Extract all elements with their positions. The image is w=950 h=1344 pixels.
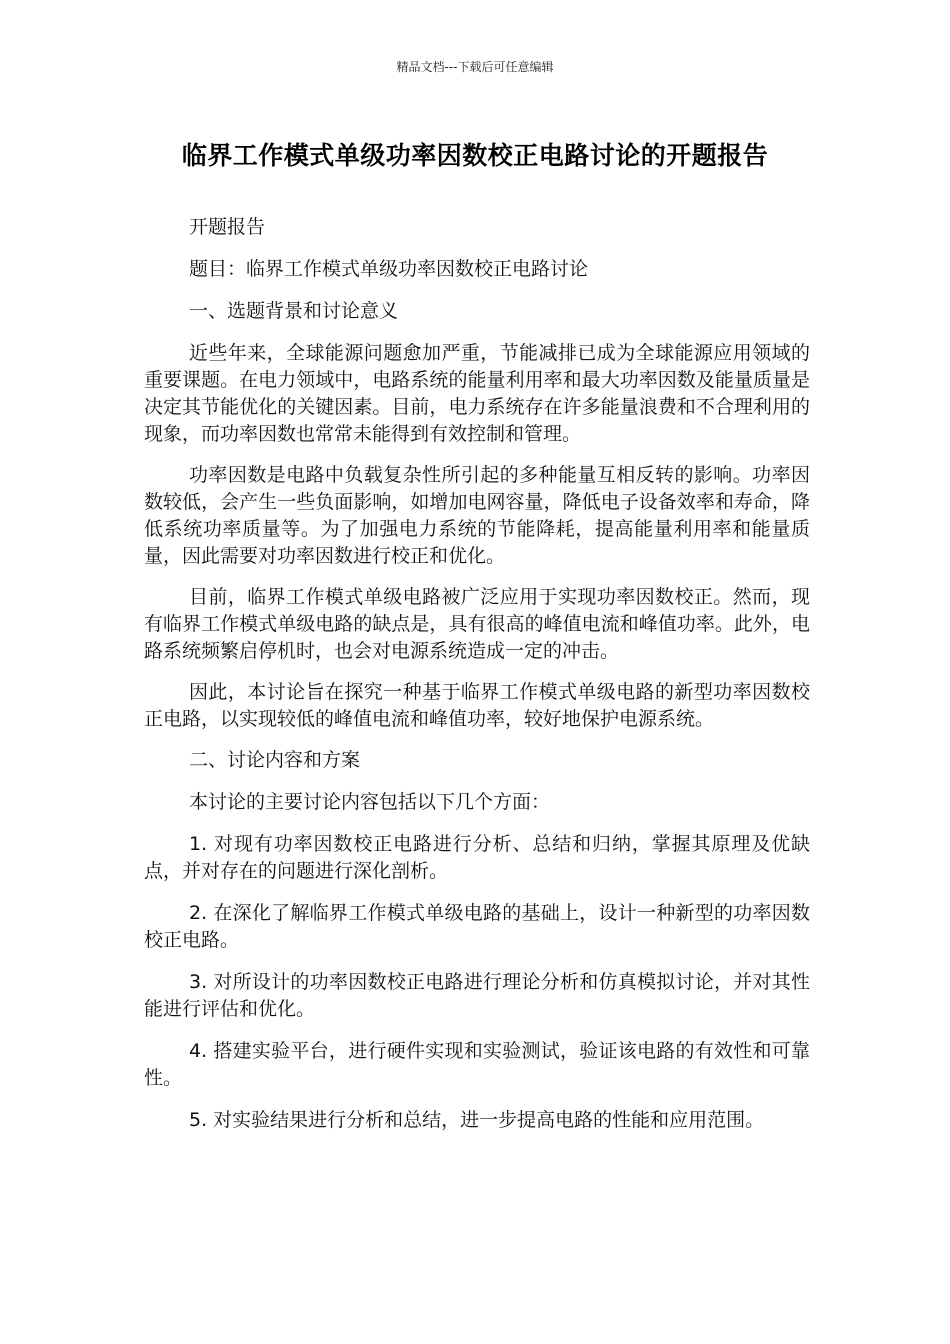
- document-title: 临界工作模式单级功率因数校正电路讨论的开题报告: [181, 141, 769, 170]
- header-note: 精品文档---下载后可任意编辑: [396, 60, 554, 74]
- report-heading: 开题报告: [189, 216, 266, 238]
- section2-heading: 二、讨论内容和方案: [189, 749, 361, 771]
- section2-list-item: 4. 搭建实验平台，进行硬件实现和实验测试，验证该电路的有效性和可靠性。: [144, 1040, 810, 1089]
- section1-paragraph: 目前，临界工作模式单级电路被广泛应用于实现功率因数校正。然而，现有临界工作模式单级电路的缺点是，具有很高的峰值电流和峰值功率。此外，电路系统频繁启停机时，也会对电源系统造成一定的冲击。: [144, 586, 810, 662]
- section1-paragraph: 因此，本讨论旨在探究一种基于临界工作模式单级电路的新型功率因数校正电路，以实现较低的峰值电流和峰值功率，较好地保护电源系统。: [144, 681, 810, 730]
- topic-line: 题目：临界工作模式单级功率因数校正电路讨论: [189, 258, 589, 280]
- section2-list-item: 1. 对现有功率因数校正电路进行分析、总结和归纳，掌握其原理及优缺点，并对存在的问题进行深化剖析。: [144, 833, 810, 882]
- section2-intro: 本讨论的主要讨论内容包括以下几个方面：: [189, 791, 551, 813]
- document-body: [144, 214, 810, 1149]
- section2-list-item: 5. 对实验结果进行分析和总结，进一步提高电路的性能和应用范围。: [189, 1109, 765, 1131]
- section1-heading: 一、选题背景和讨论意义: [189, 300, 399, 322]
- section2-list-item: 3. 对所设计的功率因数校正电路进行理论分析和仿真模拟讨论，并对其性能进行评估和优化。: [144, 971, 810, 1020]
- section2-list-item: 2. 在深化了解临界工作模式单级电路的基础上，设计一种新型的功率因数校正电路。: [144, 902, 810, 951]
- section1-paragraph: 功率因数是电路中负载复杂性所引起的多种能量互相反转的影响。功率因数较低，会产生一些负面影响，如增加电网容量，降低电子设备效率和寿命，降低系统功率质量等。为了加强电力系统的节能降耗，提高能量利用率和能量质量，因此需要对功率因数进行校正和优化。: [144, 464, 810, 567]
- section1-paragraph: 近些年来，全球能源问题愈加严重，节能减排已成为全球能源应用领域的重要课题。在电力领域中，电路系统的能量利用率和最大功率因数及能量质量是决定其节能优化的关键因素。目前，电力系统存在许多能量浪费和不合理利用的现象，而功率因数也常常未能得到有效控制和管理。: [144, 342, 810, 445]
